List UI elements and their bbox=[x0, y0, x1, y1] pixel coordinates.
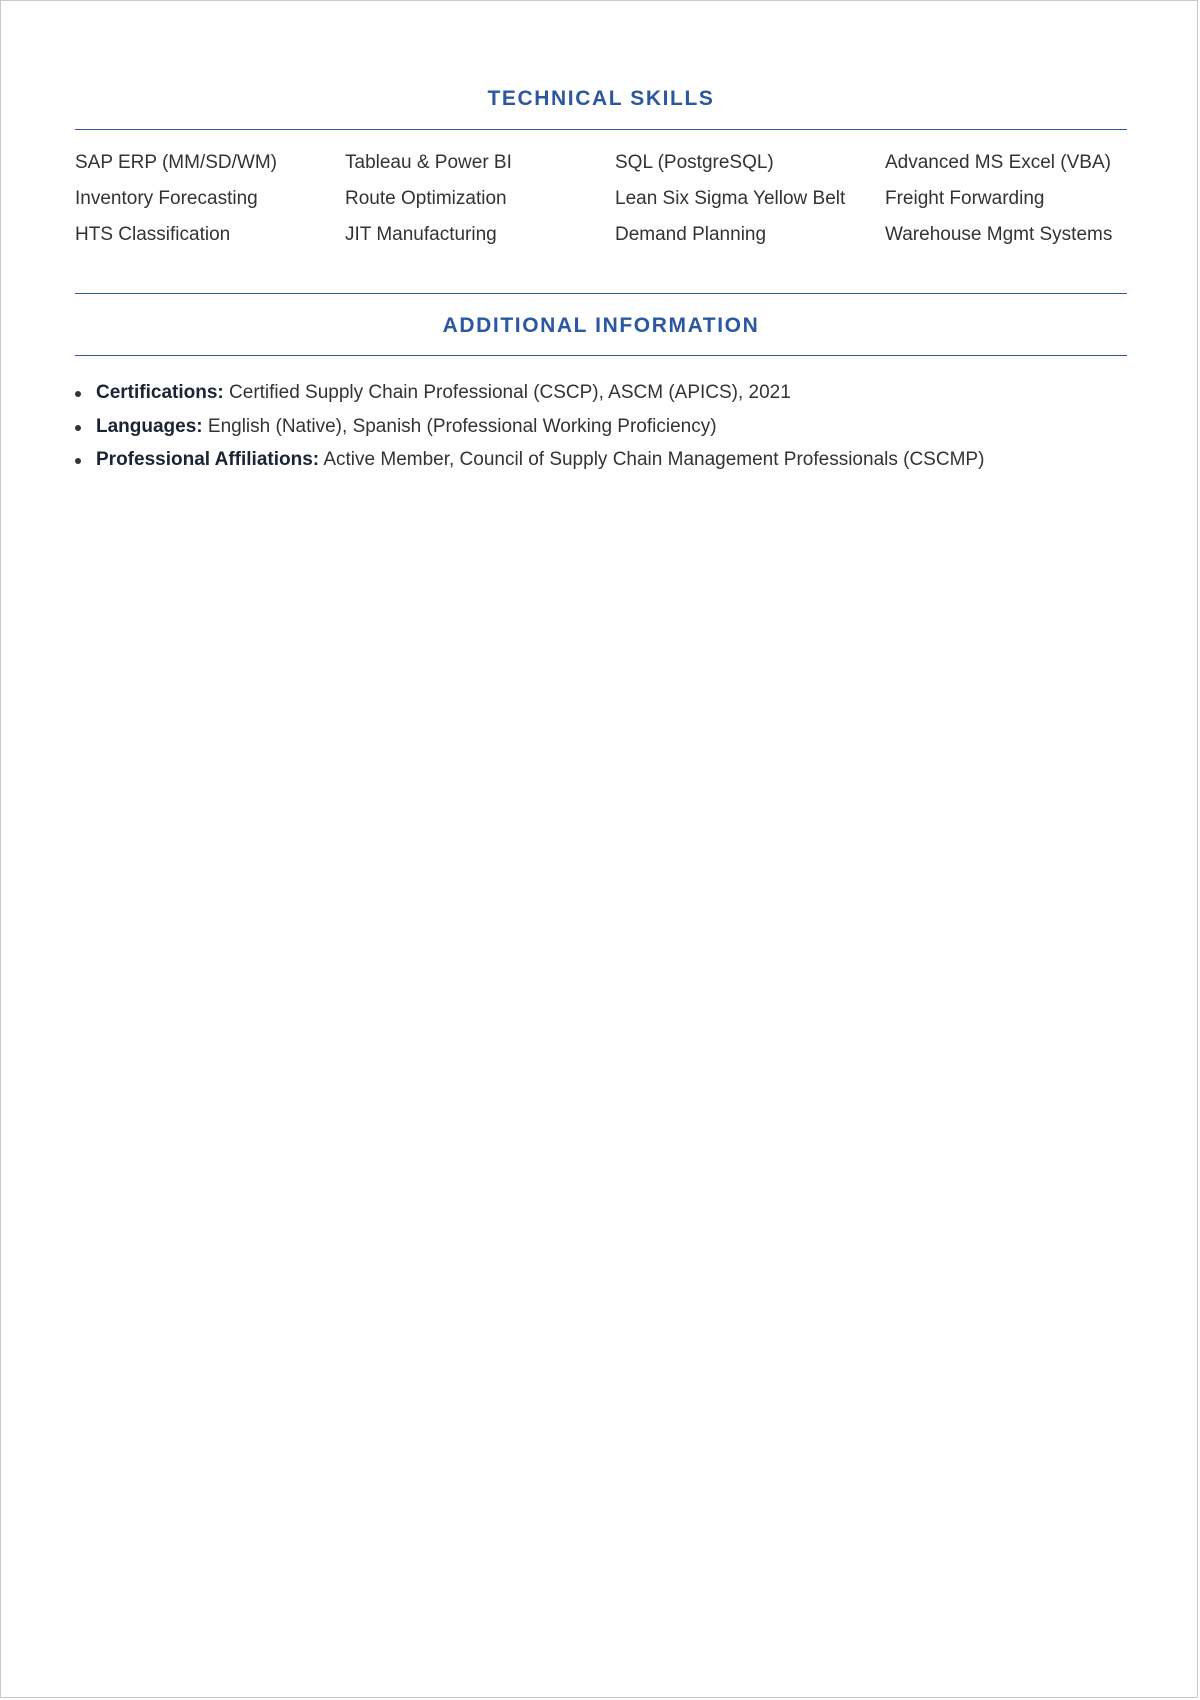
section-divider bbox=[75, 129, 1127, 130]
skills-grid bbox=[75, 151, 1127, 246]
skill-item: Freight Forwarding bbox=[885, 188, 1045, 209]
list-item-professional-affiliations bbox=[75, 448, 1127, 471]
info-label: Certifications: bbox=[96, 382, 224, 403]
skill-item: Warehouse Mgmt Systems bbox=[885, 224, 1113, 245]
additional-information-list bbox=[75, 381, 1127, 482]
section-divider bbox=[75, 355, 1127, 356]
list-item-languages bbox=[75, 415, 1127, 438]
bullet-icon bbox=[75, 458, 81, 464]
skill-item: Inventory Forecasting bbox=[75, 188, 258, 209]
bullet-icon bbox=[75, 425, 81, 431]
skill-item: Advanced MS Excel (VBA) bbox=[885, 152, 1111, 173]
section-divider bbox=[75, 293, 1127, 294]
info-label: Languages: bbox=[96, 415, 203, 437]
info-label: Professional Affiliations: bbox=[96, 449, 320, 470]
info-text: Active Member, Council of Supply Chain Management Professionals (CSCMP) bbox=[323, 449, 985, 470]
skill-item: Lean Six Sigma Yellow Belt bbox=[615, 188, 846, 209]
skill-item: Route Optimization bbox=[345, 188, 507, 209]
list-item-certifications bbox=[75, 381, 1127, 404]
skill-item: Tableau & Power BI bbox=[345, 152, 512, 173]
info-text: English (Native), Spanish (Professional Working Proficiency) bbox=[207, 415, 717, 437]
skill-item: Demand Planning bbox=[615, 224, 767, 245]
skill-item: HTS Classification bbox=[75, 224, 231, 245]
bullet-icon bbox=[75, 391, 81, 397]
info-text: Certified Supply Chain Professional (CSCP), ASCM (APICS), 2021 bbox=[229, 382, 791, 403]
technical-skills-heading: TECHNICAL SKILLS bbox=[487, 87, 715, 110]
skill-item: JIT Manufacturing bbox=[345, 224, 497, 245]
skill-item: SAP ERP (MM/SD/WM) bbox=[75, 152, 277, 173]
skill-item: SQL (PostgreSQL) bbox=[615, 152, 774, 173]
additional-information-heading: ADDITIONAL INFORMATION bbox=[442, 314, 760, 337]
